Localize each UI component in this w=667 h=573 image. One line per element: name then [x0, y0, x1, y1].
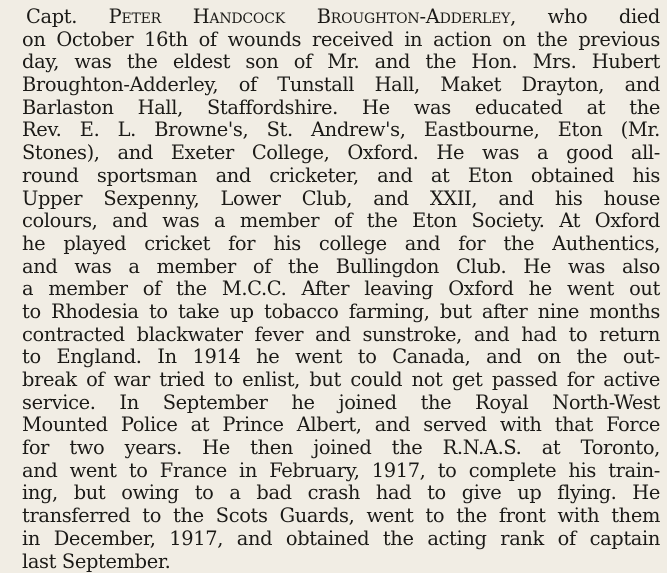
text-line: a member of the M.C.C. After leaving Oxford he went out: [22, 278, 660, 301]
text-line: transferred to the Scots Guards, went to the front with them: [22, 505, 660, 528]
obituary-paragraph: [22, 6, 660, 573]
text-line: service. In September he joined the Royal North-West: [22, 392, 660, 415]
text-line: break of war tried to enlist, but could not get passed for active: [22, 369, 660, 392]
subject-name: Peter Handcock Broughton-Adderley: [109, 5, 511, 28]
text-line: Barlaston Hall, Staffordshire. He was educated at the: [22, 97, 660, 120]
text-line: Rev. E. L. Browne's, St. Andrew's, Eastbourne, Eton (Mr.: [22, 119, 660, 142]
text-line: [22, 6, 660, 29]
text-line: and was a member of the Bullingdon Club. He was also: [22, 256, 660, 279]
text-line: Broughton-Adderley, of Tunstall Hall, Maket Drayton, and: [22, 74, 660, 97]
text-line: Mounted Police at Prince Albert, and served with that Force: [22, 414, 660, 437]
text-line: in December, 1917, and obtained the acting rank of captain: [22, 528, 660, 551]
text-line: to England. In 1914 he went to Canada, and on the out-: [22, 346, 660, 369]
text-line: round sportsman and cricketer, and at Eton obtained his: [22, 165, 660, 188]
text-line: contracted blackwater fever and sunstroke, and had to return: [22, 324, 660, 347]
text-line: to Rhodesia to take up tobacco farming, but after nine months: [22, 301, 660, 324]
text-line: and went to France in February, 1917, to complete his train-: [22, 460, 660, 483]
text-line: Upper Sexpenny, Lower Club, and XXII, and his house: [22, 188, 660, 211]
text-line: for two years. He then joined the R.N.A.S. at Toronto,: [22, 437, 660, 460]
rank-prefix: Capt.: [26, 5, 109, 28]
text-line: ing, but owing to a bad crash had to give up flying. He: [22, 482, 660, 505]
text-line: on October 16th of wounds received in action on the previous: [22, 29, 660, 52]
text-fragment: , who died: [510, 5, 660, 28]
text-line: last September.: [22, 551, 660, 573]
text-line: day, was the eldest son of Mr. and the Hon. Mrs. Hubert: [22, 51, 660, 74]
text-line: he played cricket for his college and for the Authentics,: [22, 233, 660, 256]
text-line: colours, and was a member of the Eton Society. At Oxford: [22, 210, 660, 233]
text-line: Stones), and Exeter College, Oxford. He was a good all-: [22, 142, 660, 165]
